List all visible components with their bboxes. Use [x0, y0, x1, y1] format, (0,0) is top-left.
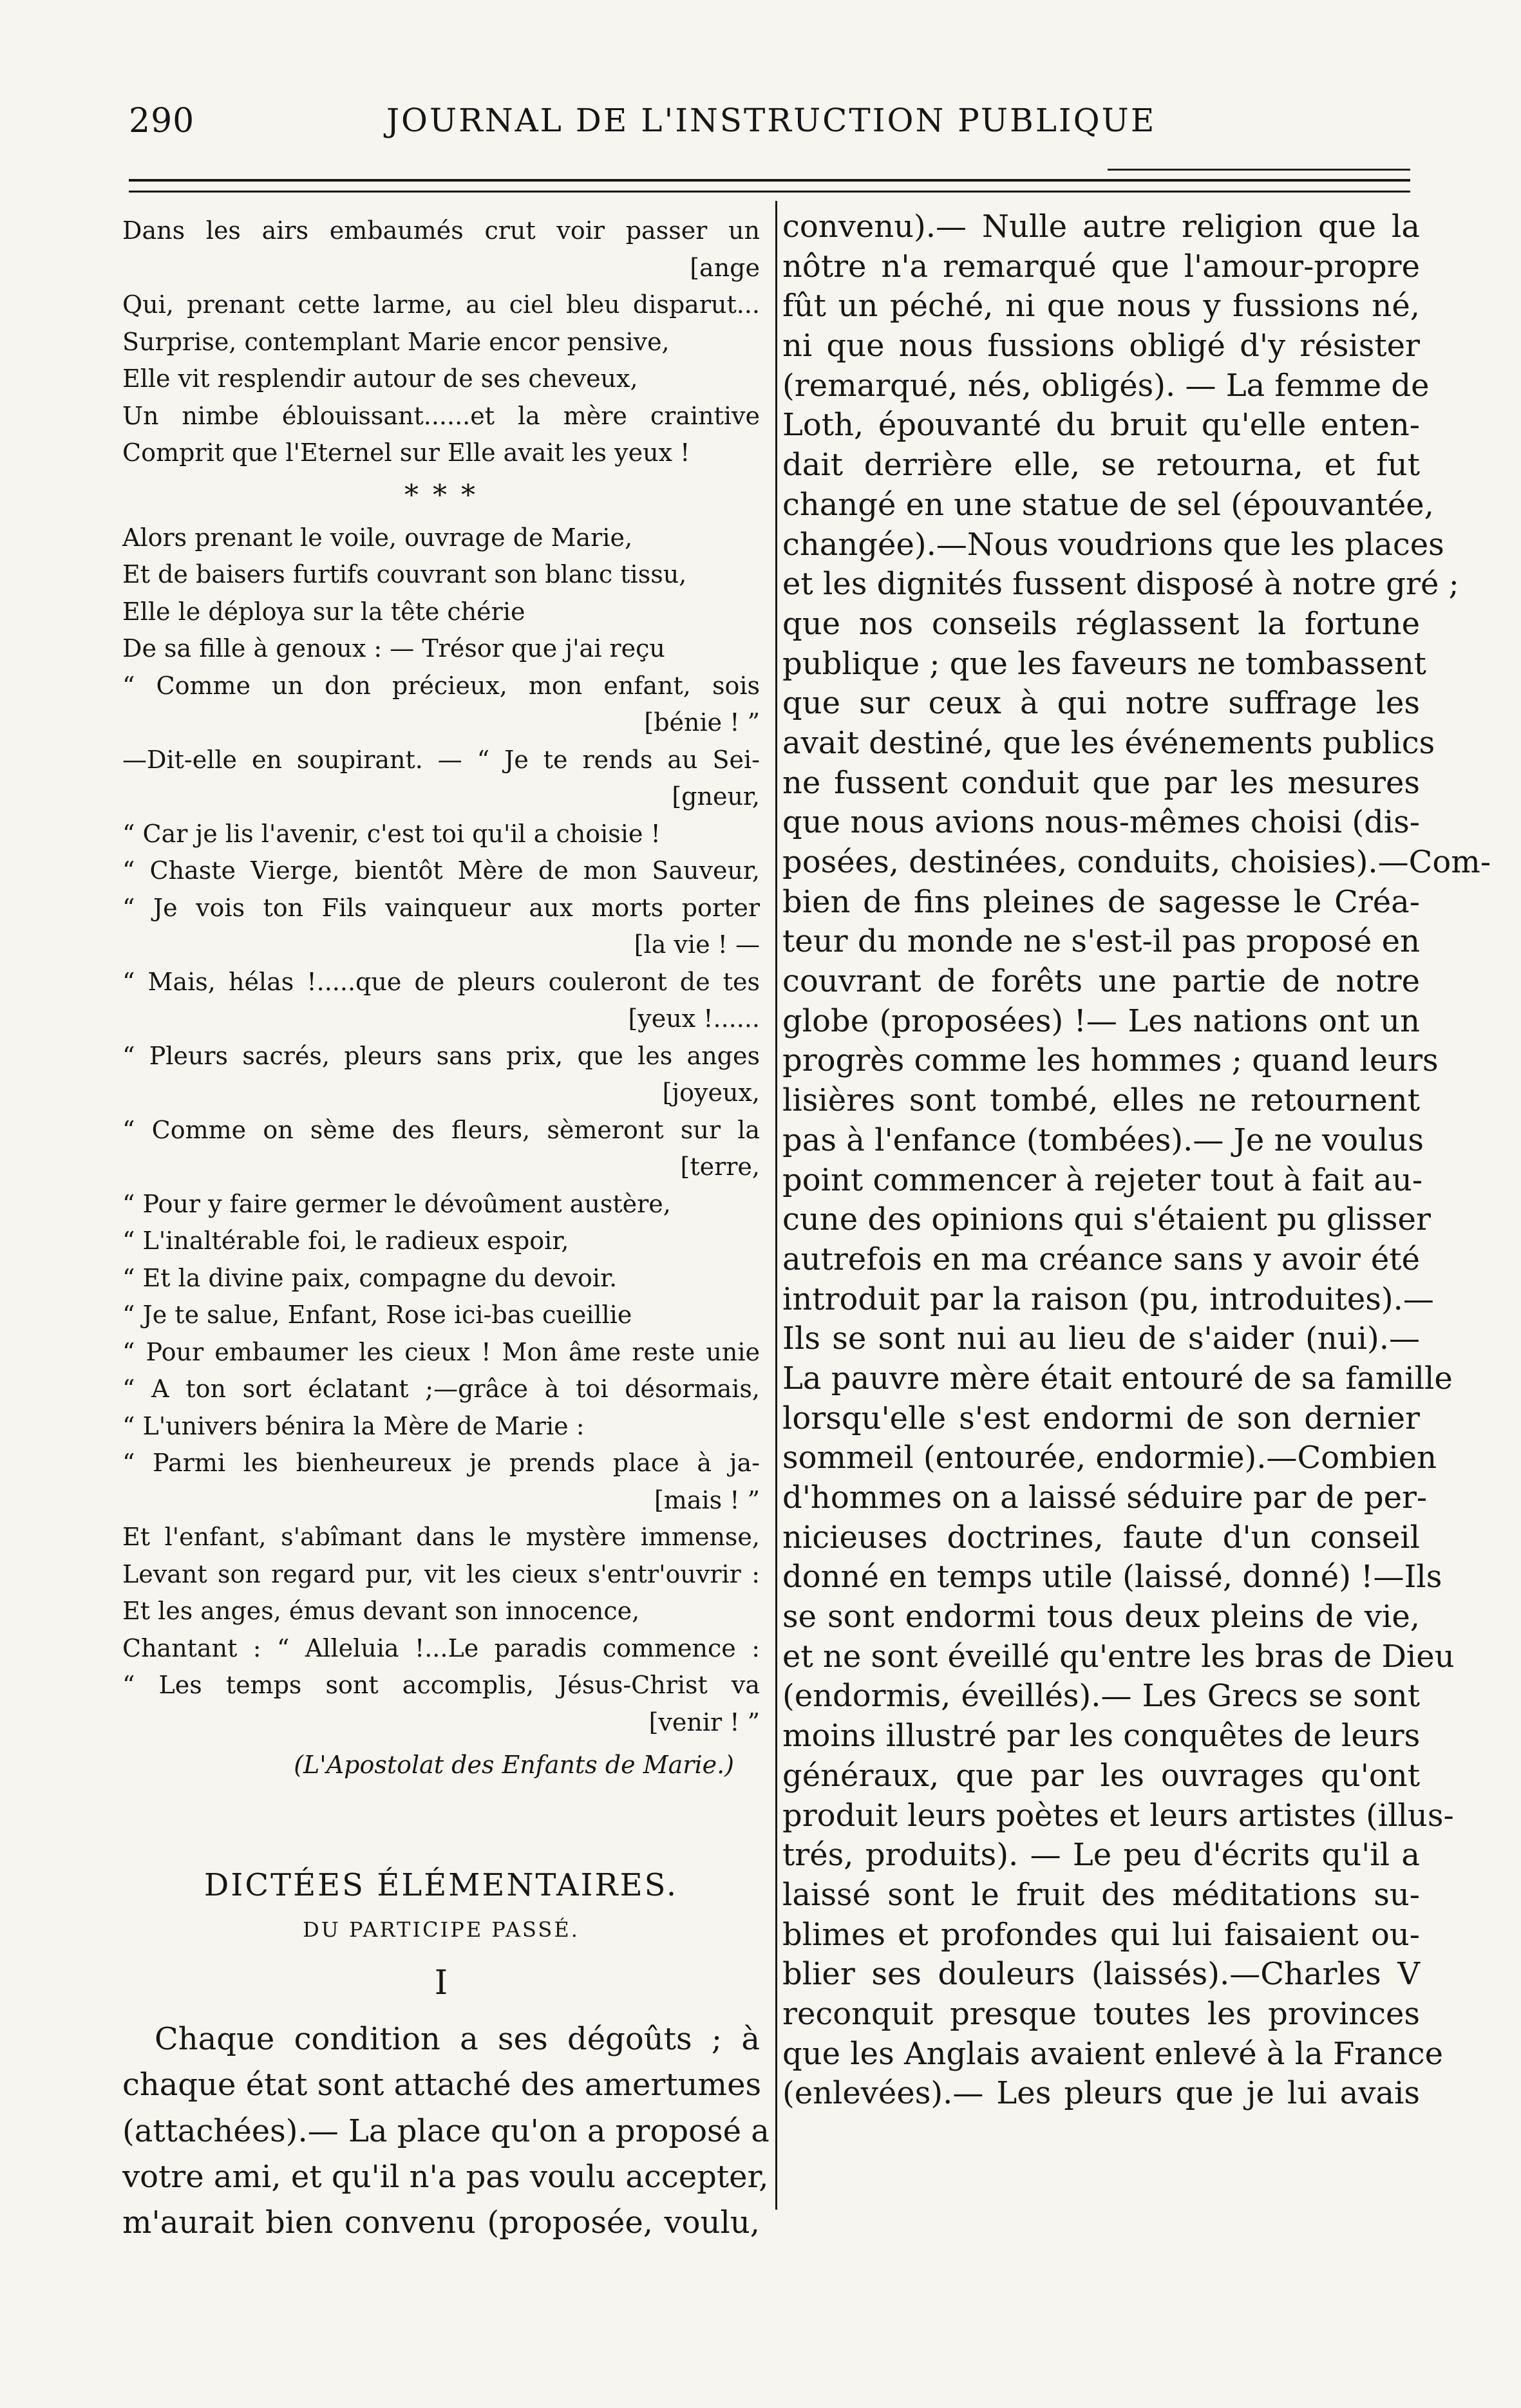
prose-line: et les dignités fussent disposé à notre gré ; — [782, 566, 1459, 603]
prose-line: publique ; que les faveurs ne tombassent — [782, 645, 1426, 682]
prose-line: moins illustré par les conquêtes de leurs — [782, 1718, 1421, 1754]
prose-line: reconquit presque toutes les provinces — [782, 1995, 1420, 2032]
verse-line: Levant son regard pur, vit les cieux s'entr'ouvrir : — [122, 1559, 760, 1588]
prose-line: avait destiné, que les événements publics — [782, 724, 1435, 761]
prose-line: (attachées).— La place qu'on a proposé a — [122, 2112, 770, 2149]
prose-line: donné en temps utile (laissé, donné) !—Ils — [782, 1559, 1442, 1595]
verse-line: “ Les temps sont accomplis, Jésus-Christ va — [122, 1671, 760, 1699]
poem-attribution: (L'Apostolat des Enfants de Marie.) — [294, 1751, 734, 1779]
verse-line: “ Mais, hélas !.....que de pleurs couleront de tes — [122, 967, 760, 996]
dictee-text-right — [782, 207, 1491, 2114]
left-column — [122, 212, 770, 2246]
prose-line: lisières sont tombé, elles ne retournent — [782, 1082, 1420, 1119]
section-number: I — [434, 1964, 448, 2002]
verse-line: Elle le déploya sur la tête chérie — [122, 597, 525, 626]
section-title: DICTÉES ÉLÉMENTAIRES. — [203, 1867, 679, 1903]
verse-continuation: [mais ! ” — [654, 1485, 760, 1514]
verse-line: Et de baisers furtifs couvrant son blanc tissu, — [122, 560, 687, 588]
prose-line: introduit par la raison (pu, introduites).— — [782, 1281, 1434, 1317]
verse-line: Dans les airs embaumés crut voir passer un — [122, 216, 760, 245]
prose-line: votre ami, et qu'il n'a pas voulu accepter, — [122, 2158, 769, 2195]
verse-line: “ A ton sort éclatant ;—grâce à toi désormais, — [122, 1375, 760, 1403]
prose-line: (remarqué, nés, obligés). — La femme de — [782, 367, 1430, 404]
prose-line: d'hommes on a laissé séduire par de per- — [782, 1480, 1428, 1516]
verse-line: “ L'univers bénira la Mère de Marie : — [122, 1411, 585, 1440]
prose-line: ni que nous fussions obligé d'y résister — [782, 328, 1420, 364]
prose-line: sommeil (entourée, endormie).—Combien — [782, 1440, 1437, 1476]
verse-line: Comprit que l'Eternel sur Elle avait les yeux ! — [122, 438, 690, 467]
dictee-text-left — [122, 2017, 770, 2246]
prose-line: fût un péché, ni que nous y fussions né, — [782, 288, 1420, 325]
prose-line: produit leurs poètes et leurs artistes (illus- — [782, 1797, 1454, 1834]
verse-line: “ Et la divine paix, compagne du devoir. — [122, 1263, 618, 1292]
verse-line: Elle vit resplendir autour de ses cheveux, — [122, 364, 638, 393]
verse-line: “ Car je lis l'avenir, c'est toi qu'il a choisie ! — [122, 819, 661, 848]
page-header — [129, 102, 1391, 153]
verse-line: “ Chaste Vierge, bientôt Mère de mon Sauveur, — [122, 856, 760, 885]
prose-line: nicieuses doctrines, faute d'un conseil — [782, 1519, 1420, 1556]
prose-line: dait derrière elle, se retourna, et fut — [782, 447, 1420, 484]
verse-continuation: [venir ! ” — [648, 1707, 760, 1736]
verse-continuation: [yeux !...... — [628, 1004, 760, 1033]
prose-line: Loth, épouvanté du bruit qu'elle enten- — [782, 407, 1420, 444]
verse-continuation: [joyeux, — [662, 1078, 760, 1107]
prose-line: (endormis, éveillés).— Les Grecs se sont — [782, 1678, 1420, 1715]
prose-line: convenu).— Nulle autre religion que la — [782, 209, 1420, 245]
prose-line: et ne sont éveillé qu'entre les bras de Dieu — [782, 1638, 1455, 1675]
prose-line: (enlevées).— Les pleurs que je lui avais — [782, 2075, 1420, 2112]
prose-line: se sont endormi tous deux pleins de vie, — [782, 1599, 1420, 1635]
prose-line: Ils se sont nui au lieu de s'aider (nui).— — [782, 1321, 1420, 1357]
prose-line: Chaque condition a ses dégoûts ; à — [155, 2021, 760, 2057]
prose-line: blimes et profondes qui lui faisaient ou- — [782, 1916, 1420, 1953]
verse-continuation: [gneur, — [672, 782, 760, 811]
prose-line: ne fussent conduit que par les mesures — [782, 764, 1420, 801]
verse-line: Surprise, contemplant Marie encor pensive, — [122, 327, 670, 356]
poem-stanza-2 — [122, 520, 760, 1742]
verse-line: “ Je vois ton Fils vainqueur aux morts porter — [122, 893, 760, 922]
verse-line: “ Parmi les bienheureux je prends place à ja- — [122, 1449, 760, 1477]
prose-line: chaque état sont attaché des amertumes — [122, 2067, 762, 2103]
verse-line: “ Pour embaumer les cieux ! Mon âme reste unie — [122, 1337, 760, 1366]
asterism: * * * — [404, 478, 478, 512]
prose-line: laissé sont le fruit des méditations su- — [782, 1876, 1420, 1913]
prose-line: La pauvre mère était entouré de sa famille — [782, 1360, 1453, 1397]
header-rule — [129, 179, 1410, 193]
prose-line: généraux, que par les ouvrages qu'ont — [782, 1757, 1420, 1794]
prose-line: progrès comme les hommes ; quand leurs — [782, 1042, 1439, 1079]
stanza-separator — [122, 472, 760, 520]
verse-line: “ Je te salue, Enfant, Rose ici-bas cueillie — [122, 1301, 632, 1329]
prose-line: cune des opinions qui s'étaient pu glisser — [782, 1201, 1431, 1238]
verse-line: —Dit-elle en soupirant. — “ Je te rends au Sei- — [122, 745, 760, 774]
verse-line: Alors prenant le voile, ouvrage de Marie, — [122, 523, 633, 552]
prose-line: changée).—Nous voudrions que les places — [782, 526, 1444, 563]
verse-line: Et les anges, émus devant son innocence, — [122, 1597, 640, 1625]
verse-line: Et l'enfant, s'abîmant dans le mystère immense, — [122, 1523, 760, 1551]
prose-line: changé en une statue de sel (épouvantée, — [782, 486, 1434, 523]
prose-line: globe (proposées) !— Les nations ont un — [782, 1002, 1420, 1039]
verse-continuation: [la vie ! — — [634, 930, 760, 959]
page-number: 290 — [129, 102, 195, 140]
prose-line: que nous avions nous-mêmes choisi (dis- — [782, 804, 1420, 841]
header-rule-ornament — [1108, 169, 1410, 171]
column-divider — [775, 201, 777, 2210]
verse-line: Un nimbe éblouissant......et la mère craintive — [122, 401, 760, 430]
prose-line: blier ses douleurs (laissés).—Charles V — [782, 1956, 1420, 1993]
prose-line: m'aurait bien convenu (proposée, voulu, — [122, 2205, 760, 2241]
verse-line: De sa fille à genoux : — Trésor que j'ai reçu — [122, 634, 665, 663]
verse-line: Qui, prenant cette larme, au ciel bleu disparut... — [122, 290, 760, 319]
running-title: JOURNAL DE L'INSTRUCTION PUBLIQUE — [386, 102, 1157, 139]
verse-line: “ Pleurs sacrés, pleurs sans prix, que les anges — [122, 1041, 760, 1070]
prose-line: point commencer à rejeter tout à fait au- — [782, 1162, 1423, 1198]
verse-continuation: [bénie ! ” — [644, 708, 760, 737]
right-column — [782, 207, 1491, 2114]
prose-line: que nos conseils réglassent la fortune — [782, 605, 1420, 642]
prose-line: posées, destinées, conduits, choisies).—Com- — [782, 844, 1491, 880]
prose-line: nôtre n'a remarqué que l'amour-propre — [782, 248, 1420, 285]
prose-line: couvrant de forêts une partie de notre — [782, 963, 1420, 1000]
verse-line: “ Comme un don précieux, mon enfant, sois — [122, 671, 760, 700]
verse-line: “ Pour y faire germer le dévoûment austère, — [122, 1189, 671, 1218]
prose-line: trés, produits). — Le peu d'écrits qu'il a — [782, 1837, 1420, 1874]
prose-line: teur du monde ne s'est-il pas proposé en — [782, 923, 1420, 960]
prose-line: autrefois en ma créance sans y avoir été — [782, 1241, 1420, 1277]
section-subtitle: DU PARTICIPE PASSÉ. — [303, 1917, 580, 1942]
prose-line: lorsqu'elle s'est endormi de son dernier — [782, 1400, 1420, 1436]
verse-line: “ L'inaltérable foi, le radieux espoir, — [122, 1227, 569, 1255]
verse-continuation: [ange — [690, 253, 760, 282]
verse-line: Chantant : “ Alleluia !...Le paradis commence : — [122, 1633, 760, 1662]
prose-line: pas à l'enfance (tombées).— Je ne voulus — [782, 1122, 1424, 1158]
prose-line: que sur ceux à qui notre suffrage les — [782, 685, 1420, 722]
prose-line: que les Anglais avaient enlevé à la France — [782, 2035, 1444, 2072]
verse-continuation: [terre, — [680, 1152, 760, 1181]
verse-line: “ Comme on sème des fleurs, sèmeront sur la — [122, 1115, 760, 1144]
prose-line: bien de fins pleines de sagesse le Créa- — [782, 883, 1420, 920]
poem-stanza-1 — [122, 212, 760, 472]
